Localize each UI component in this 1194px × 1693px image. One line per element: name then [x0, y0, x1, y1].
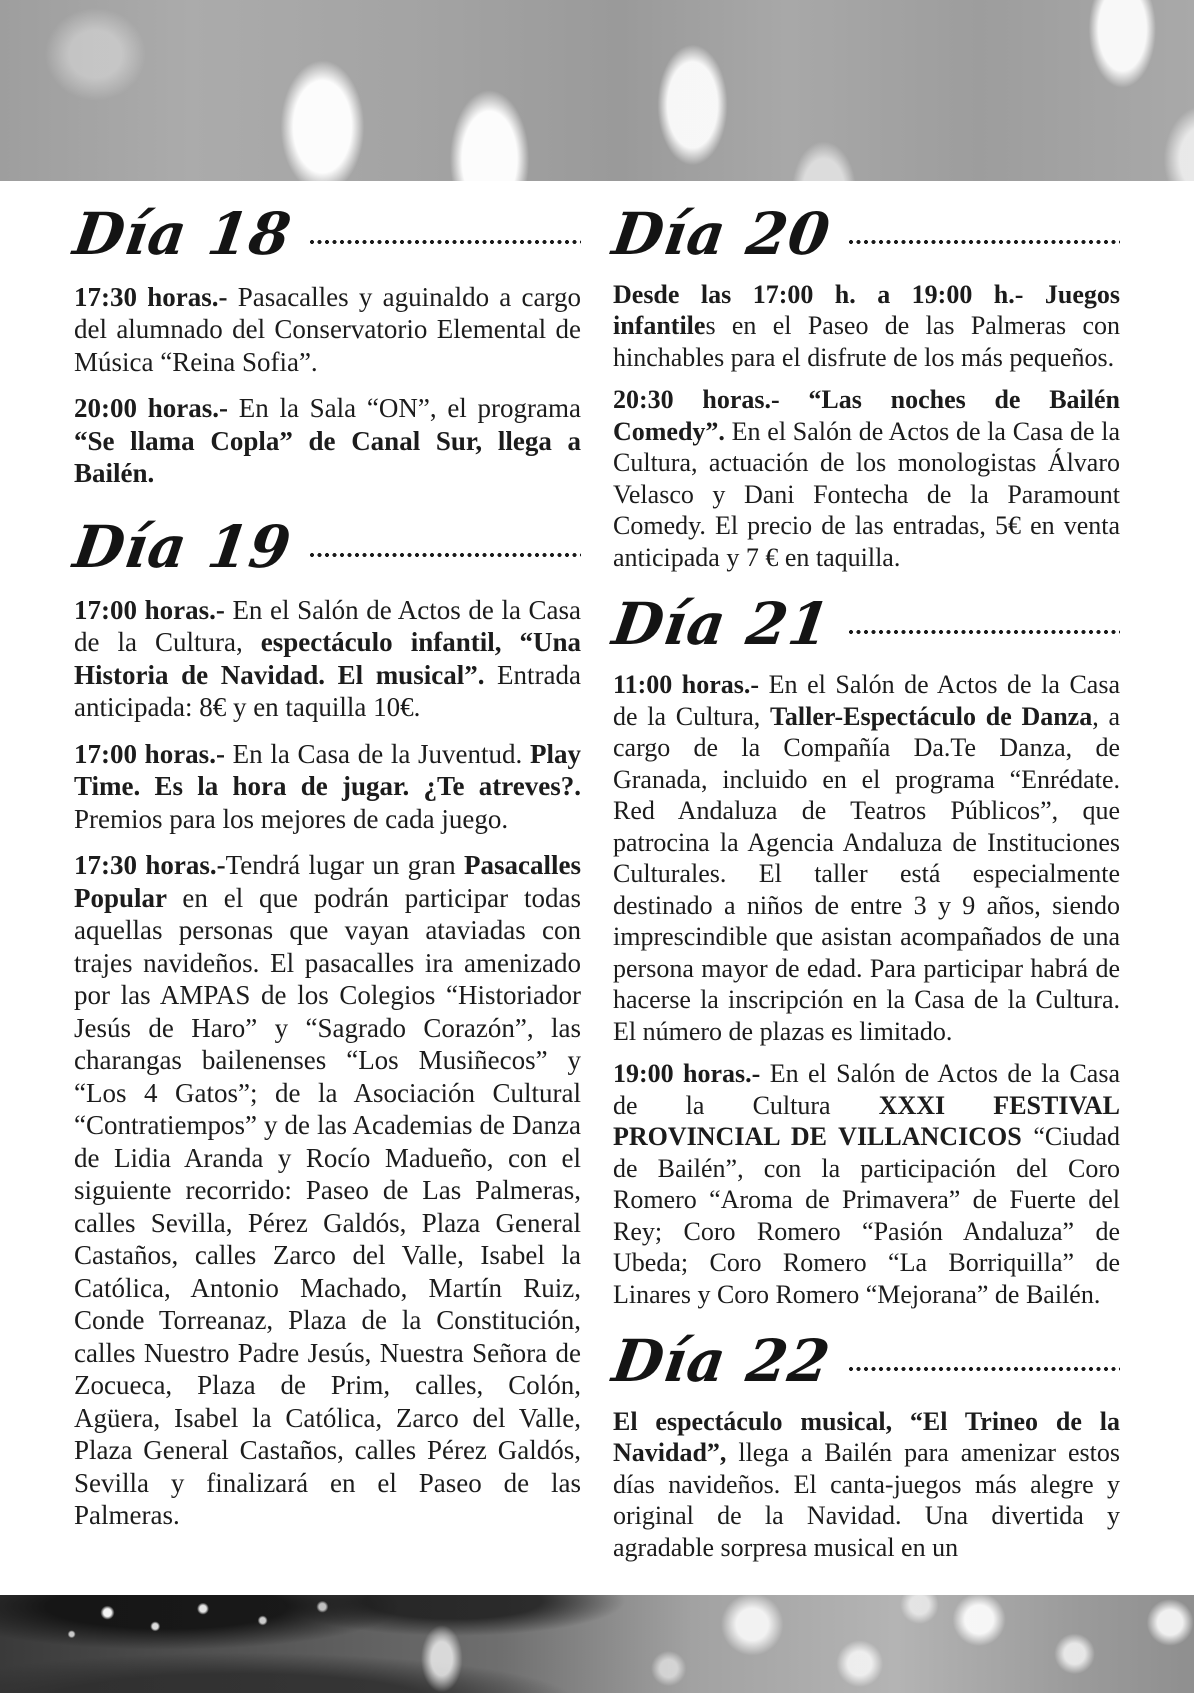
event-text-bold: 17:30 horas.- — [74, 850, 226, 881]
event-text-bold: El espectáculo musical, “El Trineo de la Navidad”, — [613, 1406, 1120, 1468]
event-text: Tendrá lugar un gran — [225, 850, 464, 881]
event-text: Entrada anticipada: 8€ y en taquilla 10€. — [74, 659, 581, 723]
event-text: , a cargo de la Compañía Da.Te Danza, de Granada, incluido en el programa “Enrédate. Red Andaluza de Teatros Públicos”, que patrocina la Agencia Andaluza de Instituciones Culturales. El taller está especialmente destinado a niños de entre 3 y 9 años, siendo imprescindible que asistan acompañados de una persona mayor de edad. Para participar habrá de hacerse la inscripción en la Casa de la Cultura. El número de plazas es limitado. — [613, 701, 1120, 1046]
event-paragraph — [74, 738, 581, 836]
event-text: Pasacalles y aguinaldo a cargo del alumnado del Conservatorio Elemental de Música “Reina Sofia”. — [74, 281, 581, 377]
event-text-bold: Desde las 17:00 h. a 19:00 h.- Juegos infantile — [613, 279, 1120, 341]
event-text-bold: 17:00 horas.- — [74, 594, 233, 625]
day-heading — [608, 590, 1120, 659]
day-heading — [608, 1327, 1120, 1396]
event-text-bold: espectáculo infantil, “Una Historia de Navidad. El musical”. — [74, 627, 581, 690]
event-text: En la Sala “ON”, el programa — [238, 393, 581, 424]
dotted-leader — [848, 1366, 1120, 1372]
event-text: En la Casa de la Juventud. — [232, 738, 530, 769]
event-paragraph — [613, 384, 1120, 573]
event-paragraph — [613, 1406, 1120, 1564]
day-heading — [69, 200, 581, 268]
dotted-leader — [309, 552, 581, 558]
day-title: Día 18 — [69, 200, 296, 268]
event-text: En el Salón de Actos de la Casa de la Cultura, — [74, 594, 581, 658]
column-left — [69, 200, 581, 1595]
event-text-bold: 19:00 horas.- — [613, 1059, 770, 1089]
top-bokeh-photo-band — [0, 0, 1194, 181]
day-title: Día 20 — [608, 200, 835, 268]
program-content — [0, 181, 1194, 1595]
event-paragraph — [74, 281, 581, 379]
event-text-bold: XXXI FESTIVAL PROVINCIAL DE VILLANCICOS — [613, 1090, 1120, 1152]
event-text: llega a Bailén para amenizar estos días navideños. El canta-juegos más alegre y original de la Navidad. Una divertida y agradable sorpresa musical en un — [613, 1438, 1120, 1562]
day-title: Día 21 — [608, 590, 835, 659]
day-heading — [608, 200, 1120, 268]
bottom-bokeh-photo-band — [0, 1595, 1194, 1693]
event-text-bold: “Se llama Copla” de Canal Sur, llega a Bailén. — [74, 425, 581, 489]
event-text-bold: Play Time. Es la hora de jugar. ¿Te atreves?. — [74, 738, 581, 802]
event-text-bold: 20:00 horas.- — [74, 393, 239, 424]
event-paragraph — [74, 849, 581, 1532]
dotted-leader — [848, 239, 1120, 245]
day-heading — [69, 512, 581, 581]
event-text: En el Salón de Actos de la Casa de la Cultura, actuación de los monologistas Álvaro Velasco y Dani Fontecha de la Paramount Comedy. El precio de las entradas, 5€ en venta anticipada y 7 € en taquilla. — [613, 416, 1121, 572]
column-right — [608, 200, 1121, 1595]
event-paragraph — [74, 392, 581, 490]
dotted-leader — [309, 239, 581, 245]
event-text: Premios para los mejores de cada juego. — [74, 803, 509, 834]
event-text: s en el Paseo de las Palmeras con hinchables para el disfrute de los más pequeños. — [613, 311, 1120, 372]
dotted-leader — [848, 629, 1120, 635]
day-title: Día 22 — [608, 1327, 835, 1396]
event-text-bold: 17:00 horas.- — [74, 738, 233, 769]
event-text-bold: Pasacalles Popular — [74, 850, 581, 913]
event-text: “Ciudad de Bailén”, con la participación del Coro Romero “Aroma de Primavera” de Fuerte del Rey; Coro Romero “Pasión Andaluza” de Ubeda; Coro Romero “La Borriquilla” de Linares y Coro Romero “Mejorana” de Bailén. — [613, 1122, 1120, 1309]
event-text-bold: 20:30 horas.- “Las noches de Bailén Comedy”. — [613, 385, 1120, 446]
day-title: Día 19 — [69, 512, 296, 581]
event-paragraph — [613, 279, 1120, 374]
event-text-bold: 11:00 horas.- — [613, 670, 769, 700]
event-text: en el que podrán participar todas aquellas personas que vayan ataviadas con trajes navideños. El pasacalles ira amenizado por las AMPAS de los Colegios “Historiador Jesús de Haro” y “Sagrado Corazón”, las charangas bailenenses “Los Musiñecos” y “Los 4 Gatos”; de la Asociación Cultural “Contratiempos” y de las Academias de Danza de Lidia Aranda y Rocío Madueño, con el siguiente recorrido: Paseo de Las Palmeras, calles Sevilla, Pérez Galdós, Plaza General Castaños, calles Zarco del Valle, Isabel la Católica, Antonio Machado, Martín Ruiz, Conde Torreanaz, Plaza de la Constitución, calles Nuestro Padre Jesús, Nuestra Señora de Zocueca, Plaza de Prim, calles, Colón, Agüera, Isabel la Católica, Zarco del Valle, Plaza General Castaños, calles Pérez Galdós, Sevilla y finalizará en el Paseo de las Palmeras. — [74, 882, 581, 1531]
event-paragraph — [613, 669, 1120, 1047]
event-text: En el Salón de Actos de la Casa de la Cultura, — [613, 670, 1121, 731]
event-text-bold: Taller-Espectáculo de Danza — [769, 701, 1093, 731]
event-paragraph — [613, 1058, 1120, 1310]
event-text-bold: 17:30 horas.- — [74, 281, 238, 312]
event-paragraph — [74, 594, 581, 724]
event-text: En el Salón de Actos de la Casa de la Cultura — [613, 1059, 1120, 1120]
